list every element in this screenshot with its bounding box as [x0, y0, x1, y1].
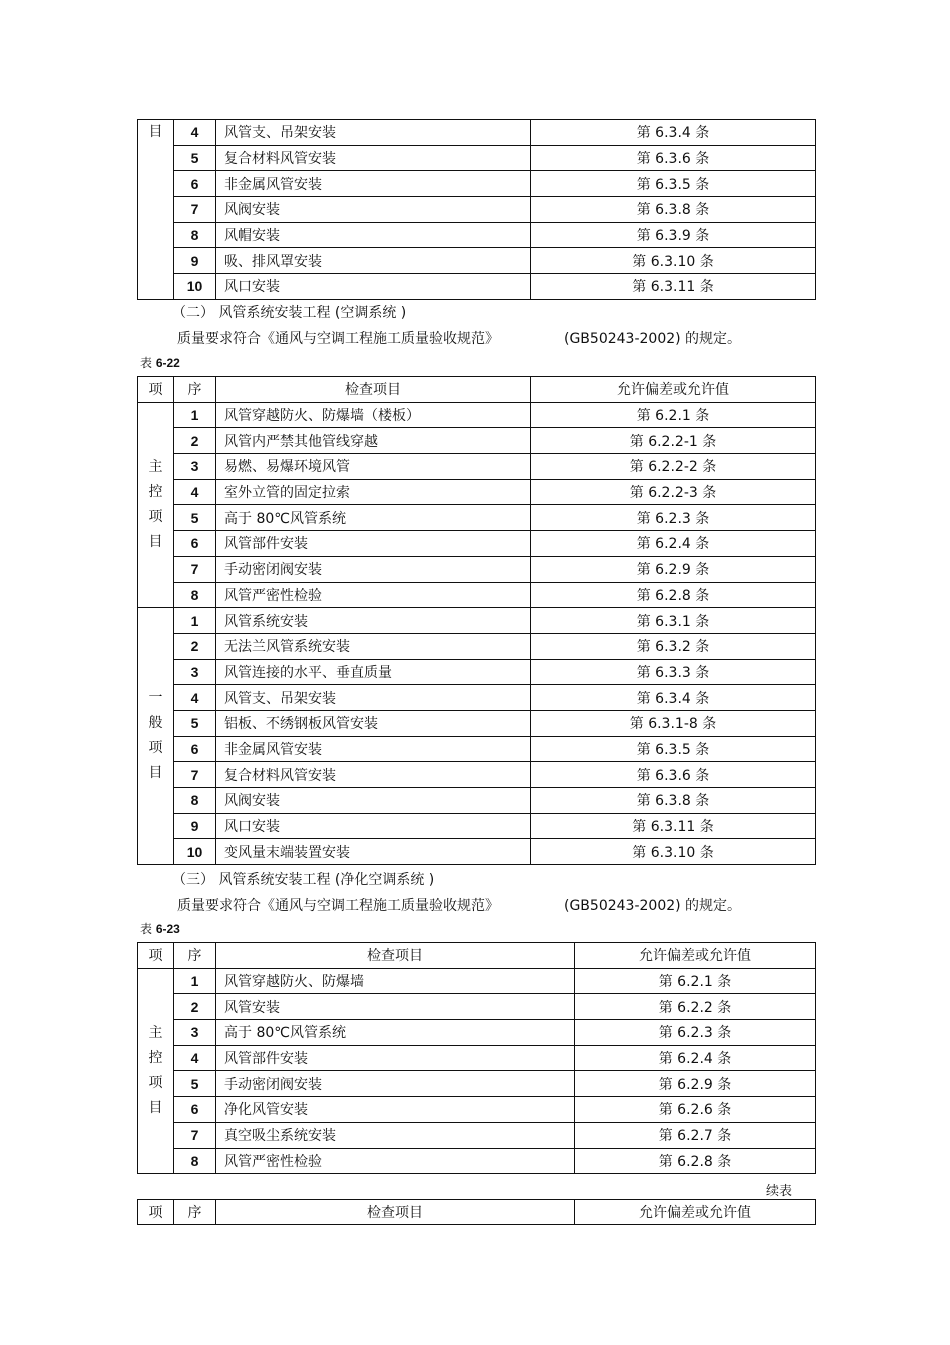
row-number: 6: [174, 1097, 216, 1123]
requirement: 第 6.2.2-2 条: [531, 454, 816, 480]
inspection-item: 风管严密性检验: [216, 582, 531, 608]
inspection-item: 风管内严禁其他管线穿越: [216, 428, 531, 454]
inspection-item: 风管系统安装: [216, 608, 531, 634]
inspection-item: 风管穿越防火、防爆墙: [216, 968, 575, 994]
row-number: 4: [174, 479, 216, 505]
row-number: 4: [174, 1045, 216, 1071]
requirement: 第 6.3.3 条: [531, 659, 816, 685]
header-category: 项: [138, 377, 174, 403]
inspection-item: 非金属风管安装: [216, 171, 531, 197]
inspection-item: 风阀安装: [216, 197, 531, 223]
header-number: 序: [174, 1200, 216, 1225]
inspection-item: 风口安装: [216, 274, 531, 300]
row-number: 3: [174, 1020, 216, 1046]
row-number: 2: [174, 994, 216, 1020]
requirement: 第 6.3.1-8 条: [531, 710, 816, 736]
row-number: 9: [174, 813, 216, 839]
quality-requirement: [177, 895, 777, 915]
general-items-label: 一 般 项 目: [138, 608, 174, 865]
table-6-22: [137, 376, 816, 865]
inspection-item: 风帽安装: [216, 222, 531, 248]
row-number: 6: [174, 531, 216, 557]
row-number: 8: [174, 222, 216, 248]
row-number: 5: [174, 145, 216, 171]
requirement: 第 6.3.8 条: [531, 197, 816, 223]
requirement: 第 6.2.2 条: [575, 994, 816, 1020]
row-number: 5: [174, 1071, 216, 1097]
inspection-item: 风管严密性检验: [216, 1148, 575, 1174]
requirement: 第 6.3.10 条: [531, 839, 816, 865]
inspection-item: 手动密闭阀安装: [216, 1071, 575, 1097]
requirement: 第 6.3.5 条: [531, 171, 816, 197]
table-prev-continuation: [137, 119, 816, 300]
row-number: 6: [174, 736, 216, 762]
inspection-item: 风管支、吊架安装: [216, 685, 531, 711]
inspection-item: 真空吸尘系统安装: [216, 1122, 575, 1148]
row-number: 7: [174, 197, 216, 223]
inspection-item: 非金属风管安装: [216, 736, 531, 762]
header-number: 序: [174, 377, 216, 403]
requirement: 第 6.3.8 条: [531, 788, 816, 814]
inspection-item: 风管部件安装: [216, 1045, 575, 1071]
inspection-item: 净化风管安装: [216, 1097, 575, 1123]
main-control-items-label: 主 控 项 目: [138, 968, 174, 1174]
requirement: 第 6.2.2-3 条: [531, 479, 816, 505]
requirement: 第 6.3.4 条: [531, 685, 816, 711]
inspection-item: 高于 80℃风管系统: [216, 1020, 575, 1046]
inspection-item: 风管安装: [216, 994, 575, 1020]
requirement: 第 6.3.10 条: [531, 248, 816, 274]
section-heading: （二） 风管系统安装工程 (空调系统 ): [172, 305, 407, 321]
header-item: 检查项目: [216, 1200, 575, 1225]
row-number: 1: [174, 608, 216, 634]
inspection-item: 无法兰风管系统安装: [216, 633, 531, 659]
row-number: 4: [174, 685, 216, 711]
requirement: 第 6.3.11 条: [531, 274, 816, 300]
header-requirement: 允许偏差或允许值: [531, 377, 816, 403]
quality-text: 质量要求符合《通风与空调工程施工质量验收规范》: [177, 331, 499, 347]
main-control-items-label: 主 控 项 目: [138, 402, 174, 608]
inspection-item: 手动密闭阀安装: [216, 556, 531, 582]
row-number: 2: [174, 633, 216, 659]
row-number: 7: [174, 762, 216, 788]
row-number: 8: [174, 582, 216, 608]
table-label-number: 6-22: [155, 356, 180, 370]
requirement: 第 6.3.11 条: [531, 813, 816, 839]
inspection-item: 风管穿越防火、防爆墙（楼板）: [216, 402, 531, 428]
row-number: 3: [174, 659, 216, 685]
inspection-item: 风口安装: [216, 813, 531, 839]
row-number: 3: [174, 454, 216, 480]
table-6-23: [137, 942, 816, 1174]
requirement: 第 6.2.1 条: [531, 402, 816, 428]
section-heading: （三） 风管系统安装工程 (净化空调系统 ): [172, 872, 435, 888]
requirement: 第 6.2.9 条: [575, 1071, 816, 1097]
row-number: 4: [174, 120, 216, 146]
row-number: 9: [174, 248, 216, 274]
inspection-item: 风阀安装: [216, 788, 531, 814]
requirement: 第 6.3.9 条: [531, 222, 816, 248]
inspection-item: 室外立管的固定拉索: [216, 479, 531, 505]
row-number: 5: [174, 505, 216, 531]
requirement: 第 6.2.3 条: [531, 505, 816, 531]
row-number: 1: [174, 968, 216, 994]
header-category: 项: [138, 1200, 174, 1225]
inspection-item: 复合材料风管安装: [216, 762, 531, 788]
header-item: 检查项目: [216, 943, 575, 969]
row-number: 1: [174, 402, 216, 428]
requirement: 第 6.3.4 条: [531, 120, 816, 146]
requirement: 第 6.2.3 条: [575, 1020, 816, 1046]
row-number: 10: [174, 274, 216, 300]
requirement: 第 6.3.1 条: [531, 608, 816, 634]
requirement: 第 6.2.7 条: [575, 1122, 816, 1148]
group-label: 目: [138, 120, 174, 300]
table-label-prefix: 表: [140, 356, 156, 370]
inspection-item: 吸、排风罩安装: [216, 248, 531, 274]
requirement: 第 6.3.6 条: [531, 762, 816, 788]
quality-requirement: [177, 328, 777, 348]
requirement: 第 6.3.5 条: [531, 736, 816, 762]
header-number: 序: [174, 943, 216, 969]
header-requirement: 允许偏差或允许值: [575, 1200, 816, 1225]
row-number: 2: [174, 428, 216, 454]
requirement: 第 6.2.8 条: [575, 1148, 816, 1174]
header-requirement: 允许偏差或允许值: [575, 943, 816, 969]
inspection-item: 风管支、吊架安装: [216, 120, 531, 146]
table-label: [140, 920, 180, 937]
table-label-number: 6-23: [155, 922, 180, 936]
requirement: 第 6.2.8 条: [531, 582, 816, 608]
continued-label: 续表: [765, 1184, 792, 1199]
standard-code: (GB50243-2002) 的规定。: [564, 331, 742, 347]
quality-text: 质量要求符合《通风与空调工程施工质量验收规范》: [177, 898, 499, 914]
row-number: 8: [174, 1148, 216, 1174]
inspection-item: 易燃、易爆环境风管: [216, 454, 531, 480]
requirement: 第 6.2.6 条: [575, 1097, 816, 1123]
inspection-item: 变风量末端装置安装: [216, 839, 531, 865]
requirement: 第 6.2.2-1 条: [531, 428, 816, 454]
requirement: 第 6.2.4 条: [575, 1045, 816, 1071]
header-item: 检查项目: [216, 377, 531, 403]
row-number: 5: [174, 710, 216, 736]
table-6-23-continued: [137, 1199, 816, 1225]
row-number: 7: [174, 1122, 216, 1148]
inspection-item: 风管连接的水平、垂直质量: [216, 659, 531, 685]
requirement: 第 6.3.6 条: [531, 145, 816, 171]
inspection-item: 风管部件安装: [216, 531, 531, 557]
table-label-prefix: 表: [140, 922, 156, 936]
requirement: 第 6.2.4 条: [531, 531, 816, 557]
row-number: 7: [174, 556, 216, 582]
header-category: 项: [138, 943, 174, 969]
row-number: 6: [174, 171, 216, 197]
requirement: 第 6.3.2 条: [531, 633, 816, 659]
inspection-item: 复合材料风管安装: [216, 145, 531, 171]
inspection-item: 高于 80℃风管系统: [216, 505, 531, 531]
requirement: 第 6.2.9 条: [531, 556, 816, 582]
table-label: [140, 354, 180, 371]
standard-code: (GB50243-2002) 的规定。: [564, 898, 742, 914]
row-number: 10: [174, 839, 216, 865]
row-number: 8: [174, 788, 216, 814]
inspection-item: 铝板、不绣钢板风管安装: [216, 710, 531, 736]
requirement: 第 6.2.1 条: [575, 968, 816, 994]
